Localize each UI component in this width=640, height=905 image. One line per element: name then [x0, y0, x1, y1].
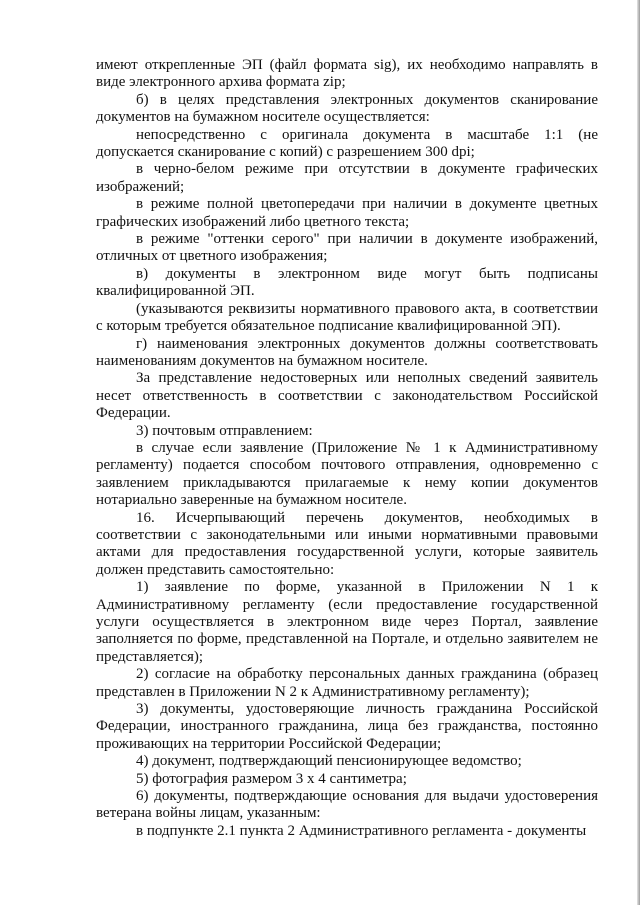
paragraph: непосредственно с оригинала документа в масштабе 1:1 (не допускается сканирование с копий) с разрешением 300 dpi; [96, 126, 598, 161]
paragraph: 1) заявление по форме, указанной в Приложении N 1 к Административному регламенту (если предоставление государственной услуги осуществляется в электронном виде через Портал, заявление заполняется по форме, представленной на Портале, и отдельно заявителем не представляется); [96, 579, 598, 665]
paragraph: (указываются реквизиты нормативного правового акта, в соответствии с которым требуется обязательное подписание квалифицированной ЭП). [96, 300, 598, 335]
paragraph: в режиме "оттенки серого" при наличии в документе изображений, отличных от цветного изображения; [96, 231, 598, 265]
paragraph: в черно-белом режиме при отсутствии в документе графических изображений; [96, 161, 598, 195]
paragraph: в) документы в электронном виде могут быть подписаны квалифицированной ЭП. [96, 265, 598, 300]
paragraph: 5) фотография размером 3 х 4 сантиметра; [136, 770, 407, 787]
paragraph: 16. Исчерпывающий перечень документов, необходимых в соответствии с законодательными или иными нормативными правовыми актами для предоставления государственной услуги, которые заявитель должен представить самостоятельно: [96, 509, 598, 578]
paragraph: За представление недостоверных или неполных сведений заявитель несет ответственность в соответствии с законодательством Российской Федерации. [96, 370, 598, 422]
paragraph: г) наименования электронных документов должны соответствовать наименованиям документов на бумажном носителе. [96, 335, 598, 369]
paragraph: имеют открепленные ЭП (файл формата sig), их необходимо направлять в виде электронного архива формата zip; [96, 57, 598, 91]
paragraph: в режиме полной цветопередачи при наличии в документе цветных графических изображений либо цветного текста; [96, 196, 598, 230]
document-page [96, 57, 598, 840]
paragraph: 6) документы, подтверждающие основания для выдачи удостоверения ветерана войны лицам, указанным: [96, 788, 598, 822]
paragraph: 3) документы, удостоверяющие личность гражданина Российской Федерации, иностранного гражданина, лица без гражданства, постоянно проживающих на территории Российской Федерации; [96, 701, 598, 752]
paragraph: 4) документ, подтверждающий пенсионирующее ведомство; [136, 753, 522, 770]
paragraph: в подпункте 2.1 пункта 2 Административного регламента - документы [136, 822, 587, 839]
paragraph: в случае если заявление (Приложение № 1 к Административному регламенту) подается способом почтового отправления, одновременно с заявлением прикладываются прилагаемые к нему копии документов нотариально заверенные на бумажном носителе. [96, 439, 598, 509]
paragraph: б) в целях представления электронных документов сканирование документов на бумажном носителе осуществляется: [96, 91, 598, 126]
paragraph: 2) согласие на обработку персональных данных гражданина (образец представлен в Приложении N 2 к Административному регламенту); [96, 666, 598, 700]
paragraph: 3) почтовым отправлением: [136, 422, 313, 439]
